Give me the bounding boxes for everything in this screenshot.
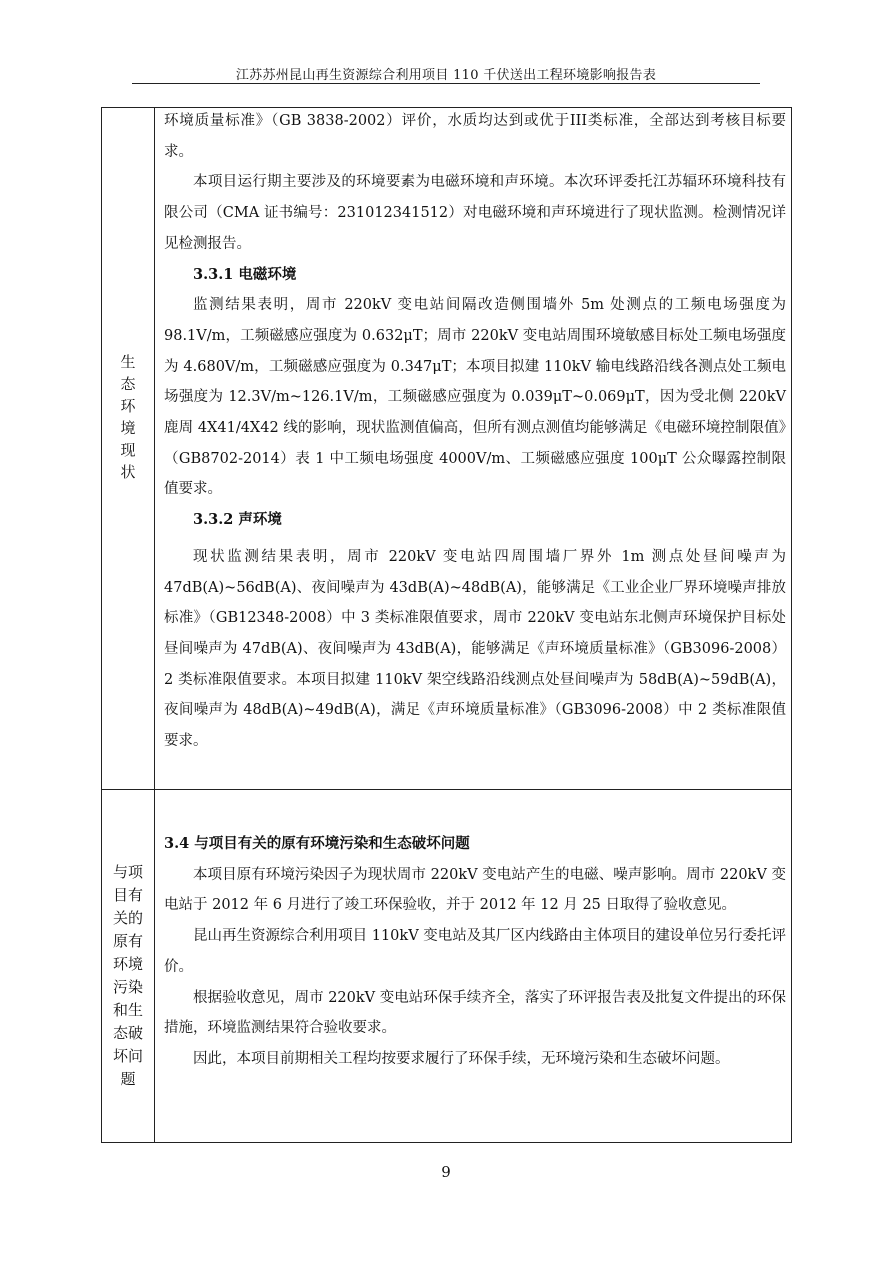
row-label-char: 现 [120,441,136,459]
row-label-char: 态破 [112,1024,143,1042]
paragraph: 昆山再生资源综合利用项目 110kV 变电站及其厂区内线路由主体项目的建设单位另行委托评价。 [164,928,786,975]
row-label-char: 目有 [112,886,143,904]
row-content-ecological-status [164,106,786,757]
row-label-char: 原有 [112,932,143,950]
paragraph: 监测结果表明，周市 220kV 变电站间隔改造侧围墙外 5m 处测点的工频电场强度为 98.1V/m，工频磁感应强度为 0.632μT；周市 220kV 变电站周围环境敏感目标处工频电场强度为 4.680V/m，工频磁感应强度为 0.347μT；本项目拟建 110kV 输电线路沿线各测点处工频电场强度为 12.3V/m~126.1V/m，工频磁感应强度为 0.039μT~0.069μT，因为受北侧 220kV 鹿周 4X41/4X42 线的影响，现状监测值偏高，但所有测点测值均能够满足《电磁环境控制限值》（GB8702-2014）表 1 中工频电场强度 4000V/m、工频磁感应强度 100μT 公众曝露控制限值要求。 [164,297,786,498]
row-label-char: 污染 [112,978,143,996]
paragraph: 现状监测结果表明，周市 220kV 变电站四周围墙厂界外 1m 测点处昼间噪声为 47dB(A)~56dB(A)、夜间噪声为 43dB(A)~48dB(A)，能够满足《工业企业厂界环境噪声排放标准》（GB12348-2008）中 3 类标准限值要求，周市 220kV 变电站东北侧声环境保护目标处昼间噪声为 47dB(A)、夜间噪声为 43dB(A)，能够满足《声环境质量标准》（GB3096-2008）2 类标准限值要求。本项目拟建 110kV 架空线路沿线测点处昼间噪声为 58dB(A)~59dB(A)，夜间噪声为 48dB(A)~49dB(A)，满足《声环境质量标准》（GB3096-2008）中 2 类标准限值要求。 [164,548,786,750]
section-heading: 3.4 与项目有关的原有环境污染和生态破坏问题 [164,835,470,852]
paragraph: 根据验收意见，周市 220kV 变电站环保手续齐全，落实了环评报告表及批复文件提出的环保措施，环境监测结果符合验收要求。 [164,989,786,1037]
content-table [101,107,792,1143]
row-label-char: 和生 [112,1001,143,1019]
paragraph: 因此，本项目前期相关工程均按要求履行了环保手续，无环境污染和生态破坏问题。 [193,1050,730,1067]
section-heading: 3.3.2 声环境 [193,511,282,529]
header-rule [132,83,760,84]
section-heading: 3.3.1 电磁环境 [193,265,297,283]
row-label-char: 题 [120,1070,136,1088]
paragraph: 环境质量标准》（GB 3838-2002）评价，水质均达到或优于III类标准，全部达到考核目标要求。 [164,113,786,160]
row-divider [102,789,791,790]
document-header: 江苏苏州昆山再生资源综合利用项目 110 千伏送出工程环境影响报告表 [235,68,657,83]
row-label-char: 状 [120,463,136,481]
row-label-char: 生 [120,353,136,371]
paragraph: 本项目运行期主要涉及的环境要素为电磁环境和声环境。本次环评委托江苏辐环环境科技有限公司（CMA 证书编号：231012341512）对电磁环境和声环境进行了现状监测。检测情况详见检测报告。 [164,174,786,252]
row-label-char: 态 [120,375,136,393]
paragraph: 本项目原有环境污染因子为现状周市 220kV 变电站产生的电磁、噪声影响。周市 220kV 变电站于 2012 年 6 月进行了竣工环保验收，并于 2012 年 12 月 25 日取得了验收意见。 [164,866,786,914]
row-label-ecological-status [102,351,154,483]
row-label-char: 关的 [112,909,143,927]
column-divider [154,108,155,1142]
row-label-char: 与项 [112,863,143,881]
row-label-existing-problems [102,861,154,1091]
row-label-char: 坏问 [112,1047,143,1065]
page-number: 9 [441,1163,451,1181]
row-label-char: 境 [120,419,136,437]
row-content-existing-problems [164,829,786,1075]
row-label-char: 环境 [112,955,143,973]
row-label-char: 环 [120,397,136,415]
